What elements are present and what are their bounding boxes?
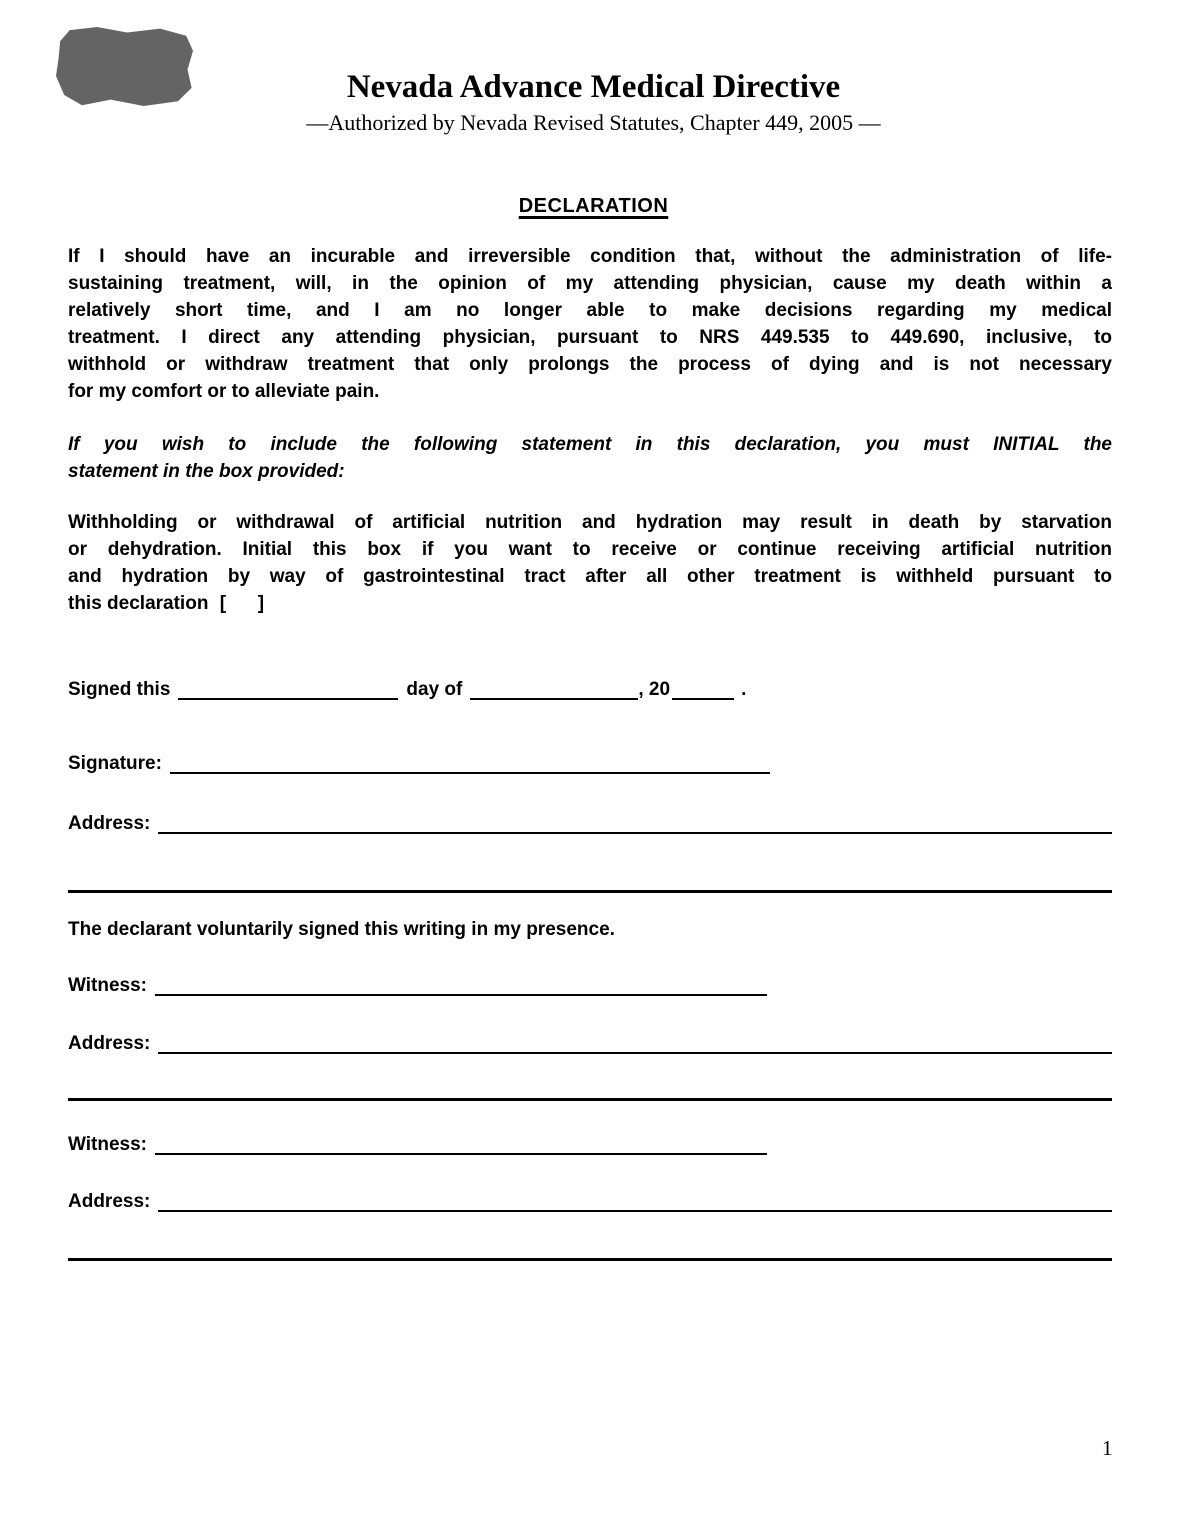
signed-year-blank[interactable] bbox=[672, 698, 734, 700]
paragraph-line: If you wish to include the following statement in this declaration, you must INITIAL the bbox=[68, 434, 1112, 455]
declarant-address-row bbox=[68, 810, 1112, 837]
paragraph-line: sustaining treatment, will, in the opinion of my attending physician, cause my death within a bbox=[68, 273, 1112, 294]
address-label: Address: bbox=[68, 1033, 151, 1054]
declaration-paragraph bbox=[68, 243, 1112, 405]
signed-date-row bbox=[68, 676, 1112, 703]
witness2-blank[interactable] bbox=[155, 1153, 767, 1155]
signature-row bbox=[68, 750, 1112, 777]
day-of-label: day of bbox=[406, 679, 463, 700]
section-heading-text: DECLARATION bbox=[518, 195, 669, 217]
declarant-statement-text: The declarant voluntarily signed this writing in my presence. bbox=[68, 919, 615, 940]
document-title: Nevada Advance Medical Directive bbox=[346, 69, 841, 105]
page-number: 1 bbox=[1102, 1436, 1113, 1460]
paragraph-line-text: this declaration bbox=[68, 593, 209, 614]
witness1-address-continuation-line[interactable] bbox=[68, 1098, 1112, 1101]
witness2-address-row bbox=[68, 1188, 1112, 1215]
paragraph-line bbox=[68, 590, 1112, 617]
paragraph-line: and hydration by way of gastrointestinal tract after all other treatment is withheld pursuant to bbox=[68, 566, 1112, 587]
witness1-row bbox=[68, 972, 1112, 999]
address-label: Address: bbox=[68, 813, 151, 834]
nutrition-hydration-paragraph bbox=[68, 509, 1112, 617]
initial-box[interactable]: [ ] bbox=[219, 593, 265, 614]
declarant-address-continuation-line[interactable] bbox=[68, 890, 1112, 893]
witness2-address-continuation-line[interactable] bbox=[68, 1258, 1112, 1261]
witness-label: Witness: bbox=[68, 975, 148, 996]
witness2-address-blank[interactable] bbox=[158, 1210, 1112, 1212]
paragraph-line: Withholding or withdrawal of artificial nutrition and hydration may result in death by starvation bbox=[68, 512, 1112, 533]
witness1-address-blank[interactable] bbox=[158, 1052, 1112, 1054]
paragraph-line: or dehydration. Initial this box if you want to receive or continue receiving artificial nutrition bbox=[68, 539, 1112, 560]
address-label: Address: bbox=[68, 1191, 151, 1212]
document-subtitle: —Authorized by Nevada Revised Statutes, Chapter 449, 2005 — bbox=[306, 110, 881, 135]
paragraph-line: for my comfort or to alleviate pain. bbox=[68, 381, 380, 402]
paragraph-line: If I should have an incurable and irreversible condition that, without the administration of life- bbox=[68, 246, 1112, 267]
initial-instruction-paragraph bbox=[68, 431, 1112, 485]
signed-day-blank[interactable] bbox=[178, 698, 398, 700]
paragraph-line: withhold or withdraw treatment that only prolongs the process of dying and is not necessary bbox=[68, 354, 1112, 375]
sentence-period: . bbox=[741, 679, 747, 700]
witness2-row bbox=[68, 1131, 1112, 1158]
section-heading-declaration bbox=[0, 194, 1187, 218]
declarant-statement bbox=[68, 916, 1112, 943]
witness-label: Witness: bbox=[68, 1134, 148, 1155]
signed-this-label: Signed this bbox=[68, 679, 171, 700]
signature-blank[interactable] bbox=[170, 772, 770, 774]
witness1-address-row bbox=[68, 1030, 1112, 1057]
paragraph-line: statement in the box provided: bbox=[68, 461, 345, 482]
year-prefix-label: , 20 bbox=[638, 679, 671, 700]
signed-month-blank[interactable] bbox=[470, 698, 638, 700]
paragraph-line: relatively short time, and I am no longer able to make decisions regarding my medical bbox=[68, 300, 1112, 321]
declarant-address-blank[interactable] bbox=[158, 832, 1112, 834]
witness1-blank[interactable] bbox=[155, 994, 767, 996]
signature-label: Signature: bbox=[68, 753, 162, 774]
paragraph-line: treatment. I direct any attending physician, pursuant to NRS 449.535 to 449.690, inclusive, to bbox=[68, 327, 1112, 348]
